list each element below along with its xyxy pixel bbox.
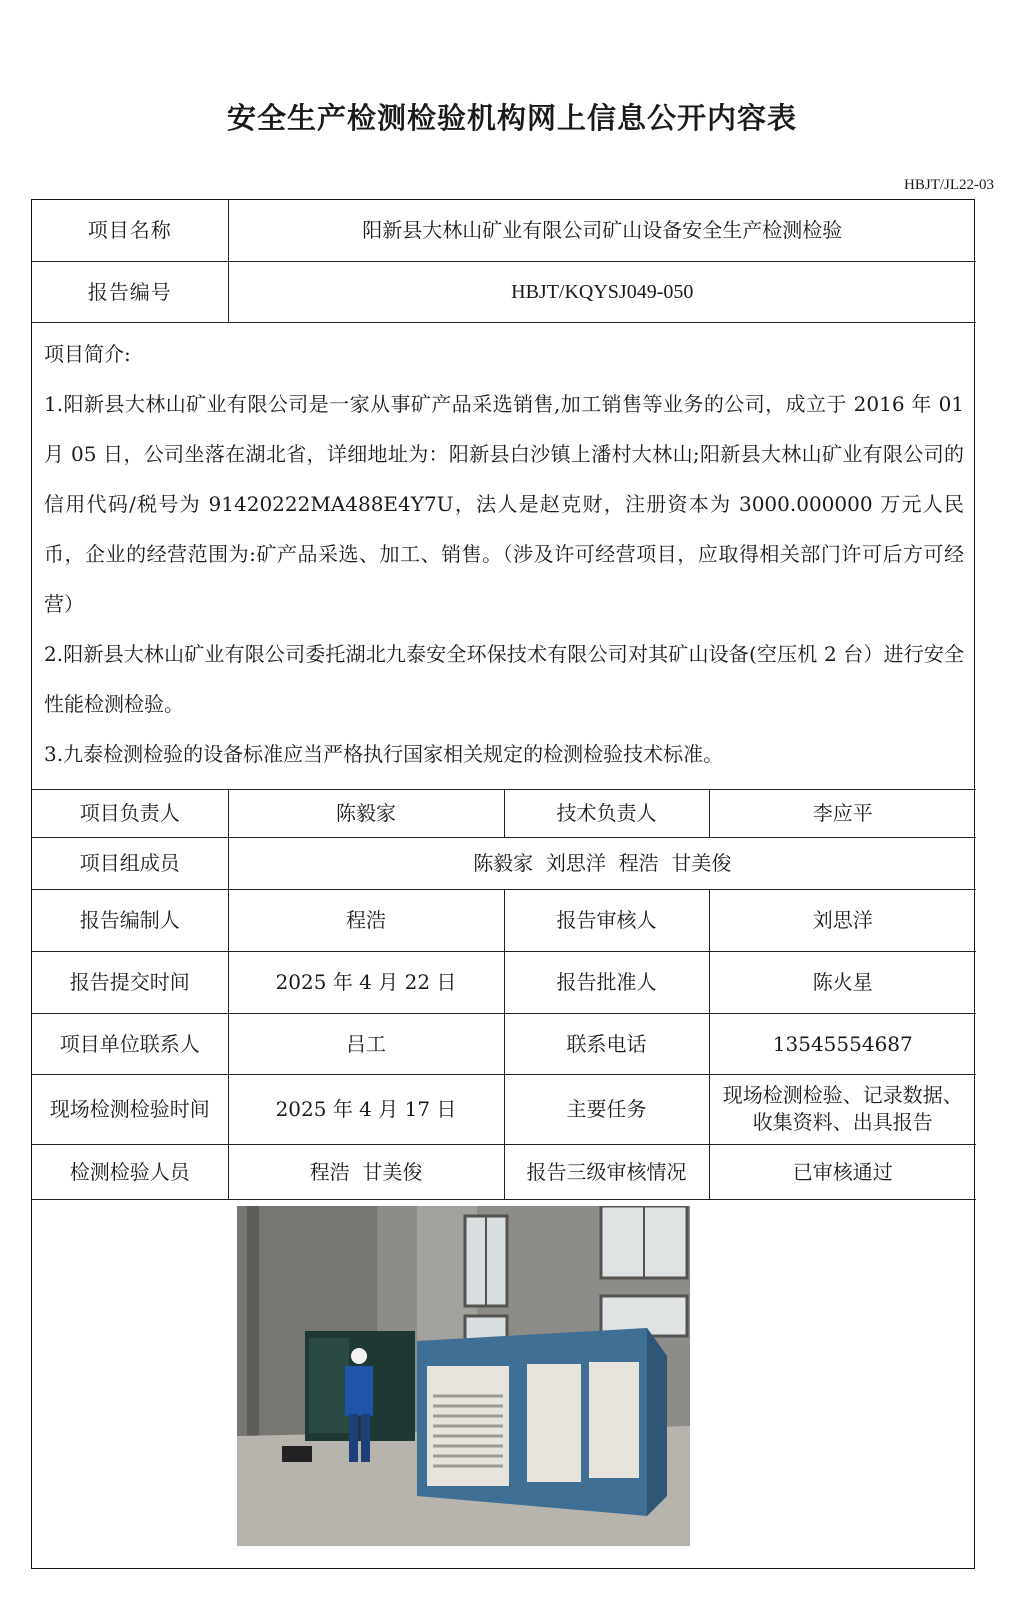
photo-worker-body: [345, 1366, 373, 1416]
row-project-name: [32, 200, 976, 261]
row-photo: [32, 1199, 976, 1586]
tech-lead-value: 李应平: [709, 789, 976, 837]
row-submit-approve: [32, 951, 976, 1013]
photo-door-2: [589, 1362, 639, 1478]
document-code: HBJT/JL22-03: [904, 177, 994, 193]
intro-paragraph-1: 1.阳新县大林山矿业有限公司是一家从事矿产品采选销售,加工销售等业务的公司，成立于 2016 年 01 月 05 日，公司坐落在湖北省，详细地址为：阳新县白沙镇上潘村大林山;阳新县大林山矿业有限公司的信用代码/税号为 91420222MA488E4Y7U，法人是赵克财，注册资本为 3000.000000 万元人民币，企业的经营范围为:矿产品采选、加工、销售。（涉及许可经营项目，应取得相关部门许可后方可经营）: [44, 391, 965, 616]
contact-label: 项目单位联系人: [32, 1013, 228, 1074]
site-photo: [237, 1206, 690, 1546]
reviewer-label: 报告审核人: [504, 889, 709, 951]
task-label: 主要任务: [504, 1074, 709, 1144]
report-number-label: 报告编号: [32, 261, 228, 322]
info-sheet: [31, 199, 975, 1569]
inspectors-label: 检测检验人员: [32, 1144, 228, 1199]
project-leader-label: 项目负责人: [32, 789, 228, 837]
phone-label: 联系电话: [504, 1013, 709, 1074]
row-compile-review: [32, 889, 976, 951]
compiler-label: 报告编制人: [32, 889, 228, 951]
approver-value: 陈火星: [709, 951, 976, 1013]
intro-paragraph-3: 3.九泰检测检验的设备标准应当严格执行国家相关规定的检测检验技术标准。: [44, 741, 724, 766]
photo-toolbox: [282, 1446, 312, 1462]
phone-value: 13545554687: [709, 1013, 976, 1074]
submit-time-value: 2025 年 4 月 22 日: [228, 951, 504, 1013]
approver-label: 报告批准人: [504, 951, 709, 1013]
submit-time-label: 报告提交时间: [32, 951, 228, 1013]
info-table: [32, 200, 976, 1586]
reviewer-value: 刘思洋: [709, 889, 976, 951]
row-leaders: [32, 789, 976, 837]
row-members: [32, 837, 976, 889]
photo-door-1: [527, 1364, 581, 1482]
site-time-label: 现场检测检验时间: [32, 1074, 228, 1144]
row-site-task: [32, 1074, 976, 1144]
intro-paragraph-2: 2.阳新县大林山矿业有限公司委托湖北九泰安全环保技术有限公司对其矿山设备(空压机 2 台）进行安全性能检测检验。: [44, 641, 965, 716]
row-report-number: [32, 261, 976, 322]
photo-cell: [32, 1199, 976, 1586]
site-time-value: 2025 年 4 月 17 日: [228, 1074, 504, 1144]
project-intro: [32, 322, 976, 789]
task-value: 现场检测检验、记录数据、收集资料、出具报告: [709, 1074, 976, 1144]
project-leader-value: 陈毅家: [228, 789, 504, 837]
intro-heading: 项目简介:: [44, 341, 131, 366]
row-contact: [32, 1013, 976, 1074]
audit-value: 已审核通过: [709, 1144, 976, 1199]
project-name-value: 阳新县大林山矿业有限公司矿山设备安全生产检测检验: [228, 200, 976, 261]
members-value: 陈毅家 刘思洋 程浩 甘美俊: [228, 837, 976, 889]
row-intro: [32, 322, 976, 789]
project-name-label: 项目名称: [32, 200, 228, 261]
members-label: 项目组成员: [32, 837, 228, 889]
row-inspectors: [32, 1144, 976, 1199]
report-number-value: HBJT/KQYSJ049-050: [228, 261, 976, 322]
contact-value: 吕工: [228, 1013, 504, 1074]
document-title: 安全生产检测检验机构网上信息公开内容表: [226, 101, 797, 135]
inspectors-value: 程浩 甘美俊: [228, 1144, 504, 1199]
audit-label: 报告三级审核情况: [504, 1144, 709, 1199]
compiler-value: 程浩: [228, 889, 504, 951]
photo-helmet: [351, 1348, 367, 1364]
tech-lead-label: 技术负责人: [504, 789, 709, 837]
